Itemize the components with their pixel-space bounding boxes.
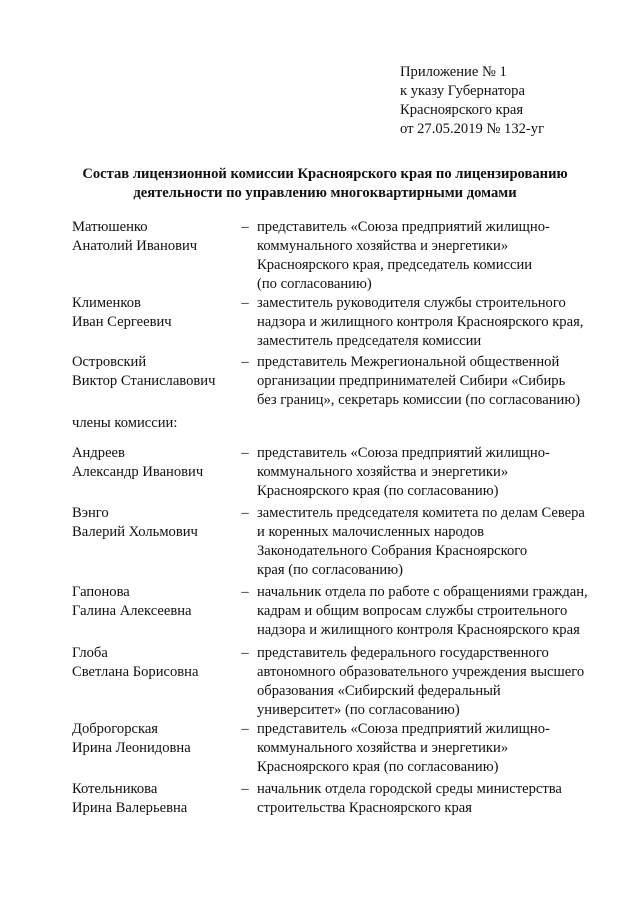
dash-separator: – — [241, 219, 249, 235]
role-line: надзора и жилищного контроля Красноярского края — [257, 622, 580, 638]
title-line-1: Состав лицензионной комиссии Красноярского края по лицензированию — [82, 166, 568, 182]
document-title — [60, 165, 590, 203]
role-line: образования «Сибирский федеральный — [257, 683, 501, 699]
member-role — [257, 644, 602, 720]
member-given-name: Иван Сергеевич — [72, 314, 172, 330]
member-surname: Клименков — [72, 295, 141, 311]
role-line: автономного образовательного учреждения высшего — [257, 664, 585, 680]
role-line: представитель федерального государственного — [257, 645, 549, 661]
role-line: Красноярского края (по согласованию) — [257, 483, 499, 499]
role-line: заместитель председателя комиссии — [257, 333, 482, 349]
role-line: начальник отдела городской среды министерства — [257, 781, 562, 797]
role-line: коммунального хозяйства и энергетики» — [257, 740, 509, 756]
member-surname: Островский — [72, 354, 147, 370]
member-surname: Матюшенко — [72, 219, 148, 235]
member-surname: Доброгорская — [72, 721, 159, 737]
member-given-name: Анатолий Иванович — [72, 238, 198, 254]
role-line: заместитель руководителя службы строительного — [257, 295, 566, 311]
role-line: коммунального хозяйства и энергетики» — [257, 464, 509, 480]
member-given-name: Александр Иванович — [72, 464, 204, 480]
member-name — [72, 780, 237, 818]
role-line: без границ», секретарь комиссии (по согласованию) — [257, 392, 581, 408]
role-line: представитель «Союза предприятий жилищно- — [257, 445, 550, 461]
member-name — [72, 353, 237, 391]
member-name — [72, 218, 237, 256]
member-surname: Котельникова — [72, 781, 158, 797]
role-line: края (по согласованию) — [257, 562, 403, 578]
member-name — [72, 644, 237, 682]
dash-separator: – — [241, 645, 249, 661]
annex-header — [400, 63, 630, 139]
dash-separator: – — [241, 584, 249, 600]
member-given-name: Валерий Хольмович — [72, 524, 198, 540]
dash-separator: – — [241, 721, 249, 737]
annex-number: Приложение № 1 — [400, 64, 507, 80]
member-name — [72, 720, 237, 758]
role-line: Законодательного Собрания Красноярского — [257, 543, 528, 559]
member-role — [257, 720, 602, 777]
role-line: Красноярского края (по согласованию) — [257, 759, 499, 775]
member-role — [257, 504, 602, 580]
member-role — [257, 444, 602, 501]
role-line: представитель Межрегиональной общественной — [257, 354, 560, 370]
member-surname: Вэнго — [72, 505, 109, 521]
member-given-name: Галина Алексеевна — [72, 603, 192, 619]
member-role — [257, 353, 602, 410]
annex-region: Красноярского края — [400, 102, 524, 118]
member-given-name: Виктор Станиславович — [72, 373, 216, 389]
role-line: университет» (по согласованию) — [257, 702, 460, 718]
role-line: Красноярского края, председатель комиссии — [257, 257, 533, 273]
dash-separator: – — [241, 781, 249, 797]
member-given-name: Ирина Валерьевна — [72, 800, 188, 816]
member-role — [257, 583, 602, 640]
member-surname: Глоба — [72, 645, 108, 661]
dash-separator: – — [241, 445, 249, 461]
role-line: коммунального хозяйства и энергетики» — [257, 238, 509, 254]
title-line-2: деятельности по управлению многоквартирными домами — [133, 185, 517, 201]
member-role — [257, 780, 602, 818]
role-line: представитель «Союза предприятий жилищно- — [257, 219, 550, 235]
role-line: заместитель председателя комитета по делам Севера — [257, 505, 585, 521]
role-line: организации предпринимателей Сибири «Сибирь — [257, 373, 566, 389]
member-given-name: Ирина Леонидовна — [72, 740, 191, 756]
member-given-name: Светлана Борисовна — [72, 664, 199, 680]
role-line: и коренных малочисленных народов — [257, 524, 485, 540]
dash-separator: – — [241, 354, 249, 370]
member-surname: Гапонова — [72, 584, 130, 600]
member-name — [72, 504, 237, 542]
member-role — [257, 218, 602, 294]
role-line: кадрам и общим вопросам службы строительного — [257, 603, 568, 619]
role-line: (по согласованию) — [257, 276, 372, 292]
dash-separator: – — [241, 295, 249, 311]
role-line: строительства Красноярского края — [257, 800, 473, 816]
member-surname: Андреев — [72, 445, 125, 461]
member-name — [72, 583, 237, 621]
member-role — [257, 294, 602, 351]
members-section-label: члены комиссии: — [72, 415, 178, 431]
member-name — [72, 294, 237, 332]
role-line: начальник отдела по работе с обращениями граждан, — [257, 584, 588, 600]
annex-decree: к указу Губернатора — [400, 83, 525, 99]
annex-date: от 27.05.2019 № 132-уг — [400, 121, 545, 137]
role-line: надзора и жилищного контроля Красноярского края, — [257, 314, 584, 330]
member-name — [72, 444, 237, 482]
role-line: представитель «Союза предприятий жилищно- — [257, 721, 550, 737]
dash-separator: – — [241, 505, 249, 521]
